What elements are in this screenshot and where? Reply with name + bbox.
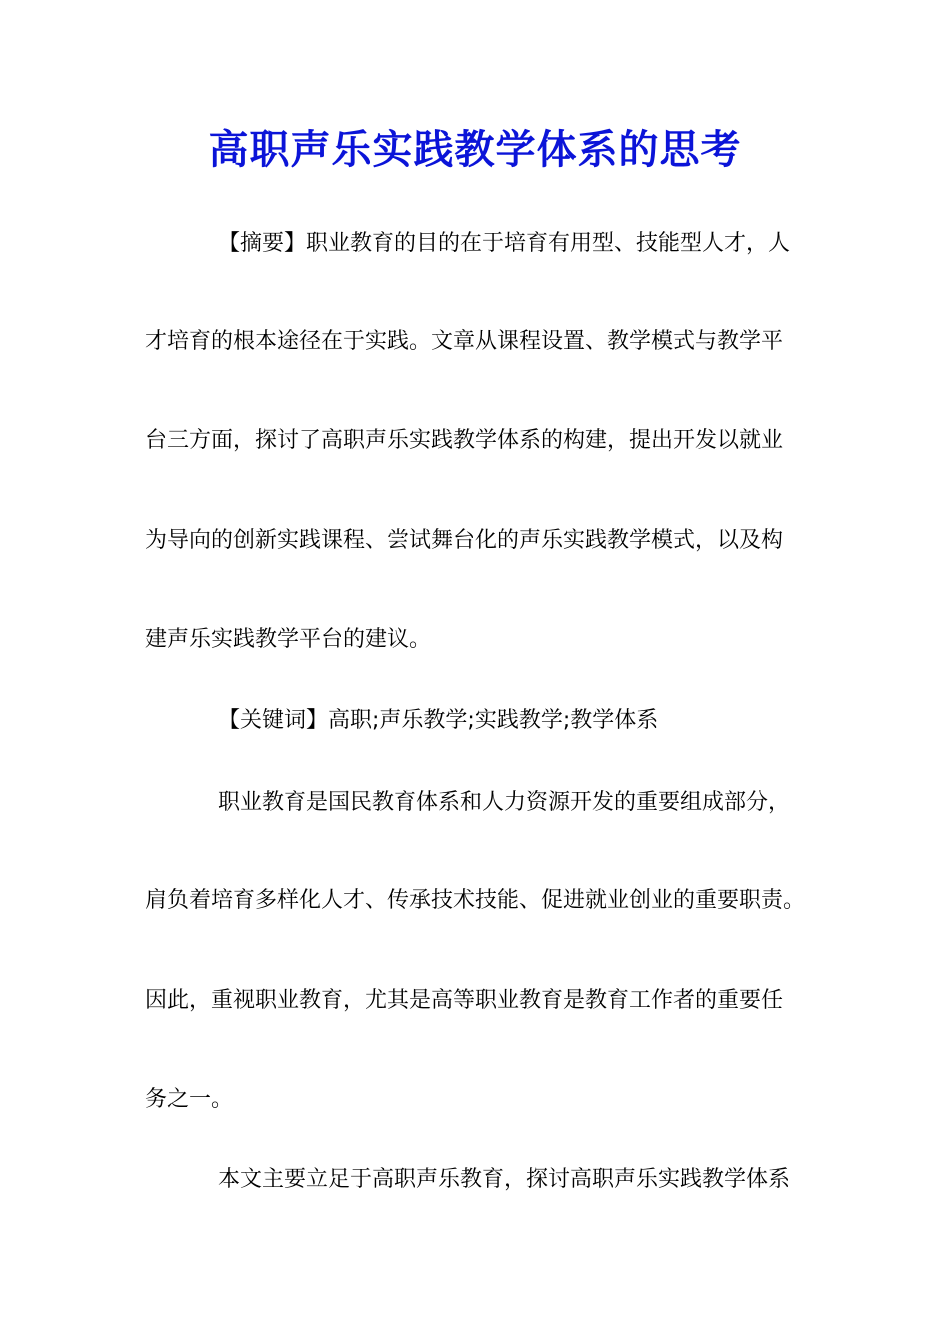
paragraph-text: 肩负着培育多样化人才、传承技术技能、促进就业创业的重要职责。 <box>145 888 806 913</box>
abstract-text: 台三方面，探讨了高职声乐实践教学体系的构建，提出开发以就业 <box>145 428 784 453</box>
paragraph-text: 因此，重视职业教育，尤其是高等职业教育是教育工作者的重要任 <box>145 988 784 1013</box>
paragraph-text: 职业教育是国民教育体系和人力资源开发的重要组成部分， <box>218 790 791 815</box>
abstract-text: 建声乐实践教学平台的建议。 <box>145 627 432 652</box>
abstract-text: 【摘要】职业教育的目的在于培育有用型、技能型人才，人 <box>218 231 791 256</box>
document-title: 高职声乐实践教学体系的思考 <box>208 126 742 173</box>
abstract-text: 才培育的根本途径在于实践。文章从课程设置、教学模式与教学平 <box>145 329 784 354</box>
keywords-text: 【关键词】高职;声乐教学;实践教学;教学体系 <box>218 708 659 733</box>
paragraph-text: 本文主要立足于高职声乐教育，探讨高职声乐实践教学体系 <box>218 1167 791 1192</box>
paragraph-text: 务之一。 <box>145 1087 234 1112</box>
abstract-text: 为导向的创新实践课程、尝试舞台化的声乐实践教学模式，以及构 <box>145 528 784 553</box>
